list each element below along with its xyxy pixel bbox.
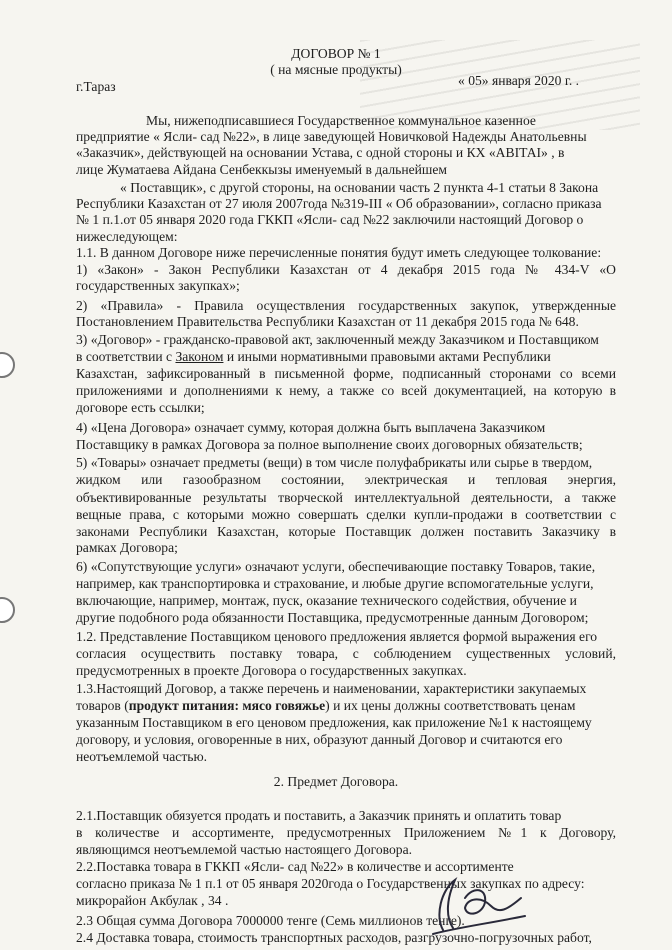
clause-text: товаров ( [76,698,129,713]
clause-line: являющимся неотъемлемой частью настоящего Договора. [76,842,413,857]
handwritten-signature [425,868,535,938]
clause-line: другие подобного рода обязанности Поставщика, предусмотренные данным Договором; [76,610,589,625]
clause-line: в количестве и ассортименте, предусмотренных Приложением №1 к Договору, [76,825,616,840]
clause-line: 3) «Договор» - гражданско-правовой акт, заключенный между Заказчиком и Поставщиком [76,332,599,347]
clause-line: договору, и условия, оговоренные в них, образуют данный Договор и считаются его [76,732,563,747]
intro-line: Мы, нижеподписавшиеся Государственное коммунальное казенное [146,113,536,128]
clause-line: предусмотренных в проекте Договора о государственных закупках. [76,663,467,678]
clause-line: законами Республики Казахстан, которые Поставщик должен поставить Заказчику в [76,524,616,539]
clause-line: согласия осуществить поставку товара, с соблюдением существенных условий, [76,646,616,661]
clause-line: договоре есть ссылки; [76,400,205,415]
clause-text: ) и их цены должны соответствовать ценам [325,698,576,713]
clause-1-2: 1.2. Представление Поставщиком ценового предложения является формой выражения его [76,629,598,644]
clause-line: включающие, например, монтаж, пуск, оказание технического содействия, обучение и [76,593,577,608]
city: г.Тараз [76,79,116,94]
clause-line: неотъемлемой частью. [76,749,208,764]
intro-line: лице Жуматаева Айдана Сенбеккызы именуемый в дальнейшем [76,162,448,177]
clause-2-1: 2.1.Поставщик обязуется продать и поставить, а Заказчик принять и оплатить товар [76,808,562,823]
doc-subtitle: ( на мясные продукты) [270,62,402,77]
clause-line: 6) «Сопутствующие услуги» означают услуги, обеспечивающие поставку Товаров, такие, [76,559,596,574]
clause-1-1: 1.1. В данном Договоре ниже перечисленные понятия будут иметь следующее толкование: [76,245,602,260]
clause-line: объективированные результаты творческой интеллектуальной деятельности, а также [76,490,616,505]
binder-hole-bottom [0,597,15,623]
intro-line: Республики Казахстан от 27 июля 2007года №319-III « Об образовании», согласно приказа [76,196,602,211]
section-2-heading: 2. Предмет Договора. [273,774,399,789]
intro-line: «Заказчик», действующей на основании Устава, с одной стороны и КХ «АВІТАІ» , в [76,145,565,160]
clause-1-3: 1.3.Настоящий Договор, а также перечень и наименовании, характеристики закупаемых [76,681,587,696]
law-reference-link: Законом [175,349,224,364]
clause-line: 2) «Правила» - Правила осуществления государственных закупок, утвержденные [76,298,616,313]
clause-2-2: 2.2.Поставка товара в ГККП «Ясли- сад №22» в количестве и ассортименте [76,859,514,874]
clause-text: в соответствии с [76,349,176,364]
intro-line: « Поставщик», с другой стороны, на основании часть 2 пункта 4-1 статьи 8 Закона [120,180,599,195]
doc-title: ДОГОВОР № 1 [291,46,381,61]
clause-line [76,349,551,365]
binder-hole-top [0,352,15,378]
clause-line: указанным Поставщиком в его ценовом предложения, как приложение №1 к настоящему [76,715,592,730]
clause-line: Казахстан, зафиксированный в письменной форме, подписанный сторонами со всеми [76,366,616,381]
clause-line: например, как транспортировка и страхование, и любые другие вспомогательные услуги, [76,576,594,591]
clause-line: государственных закупках»; [76,278,240,293]
clause-line: жидком или газообразном состоянии, электрическая и тепловая энергия, [76,472,616,487]
product-name: продукт питания: мясо говяжье [128,698,326,713]
clause-2-3: 2.3 Общая сумма Договора 7000000 тенге (Семь миллионов тенге). [76,913,465,928]
doc-date: « 05» января 2020 г. . [458,73,580,88]
clause-text: и иными нормативными правовыми актами Республики [223,349,551,364]
clause-line [76,698,575,714]
intro-line: предприятие « Ясли- сад №22», в лице заведующей Новичковой Надежды Анатольевны [76,129,587,144]
clause-line: микрорайон Акбулак , 34 . [76,893,229,908]
clause-line: Постановлением Правительства Республики Казахстан от 11 декабря 2015 года № 648. [76,314,579,329]
clause-line: согласно приказа № 1 п.1 от 05 января 2020года о Государственных закупках по адресу: [76,876,585,891]
clause-line: 1) «Закон» - Закон Республики Казахстан от 4 декабря 2015 года № 434-V «О [76,262,616,277]
clause-line: рамках Договора; [76,540,178,555]
intro-line: нижеследующем: [76,229,178,244]
clause-line: 5) «Товары» означает предметы (вещи) в том числе полуфабрикаты или сырье в твердом, [76,455,593,470]
intro-line: № 1 п.1.от 05 января 2020 года ГККП «Ясли- сад №22 заключили настоящий Договор о [76,212,584,227]
clause-line: вещные права, с которыми можно совершать сделки купли-продажи в соответствии с [76,507,616,522]
clause-line: приложениями и дополнениями к нему, а также со всей документацией, на которую в [76,383,616,398]
clause-line: 4) «Цена Договора» означает сумму, которая должна быть выплачена Заказчиком [76,420,546,435]
clause-2-4: 2.4 Доставка товара, стоимость транспортных расходов, разгрузочно-погрузочных работ, [76,930,592,945]
clause-line: Поставщику в рамках Договора за полное выполнение своих договорных обязательств; [76,437,583,452]
